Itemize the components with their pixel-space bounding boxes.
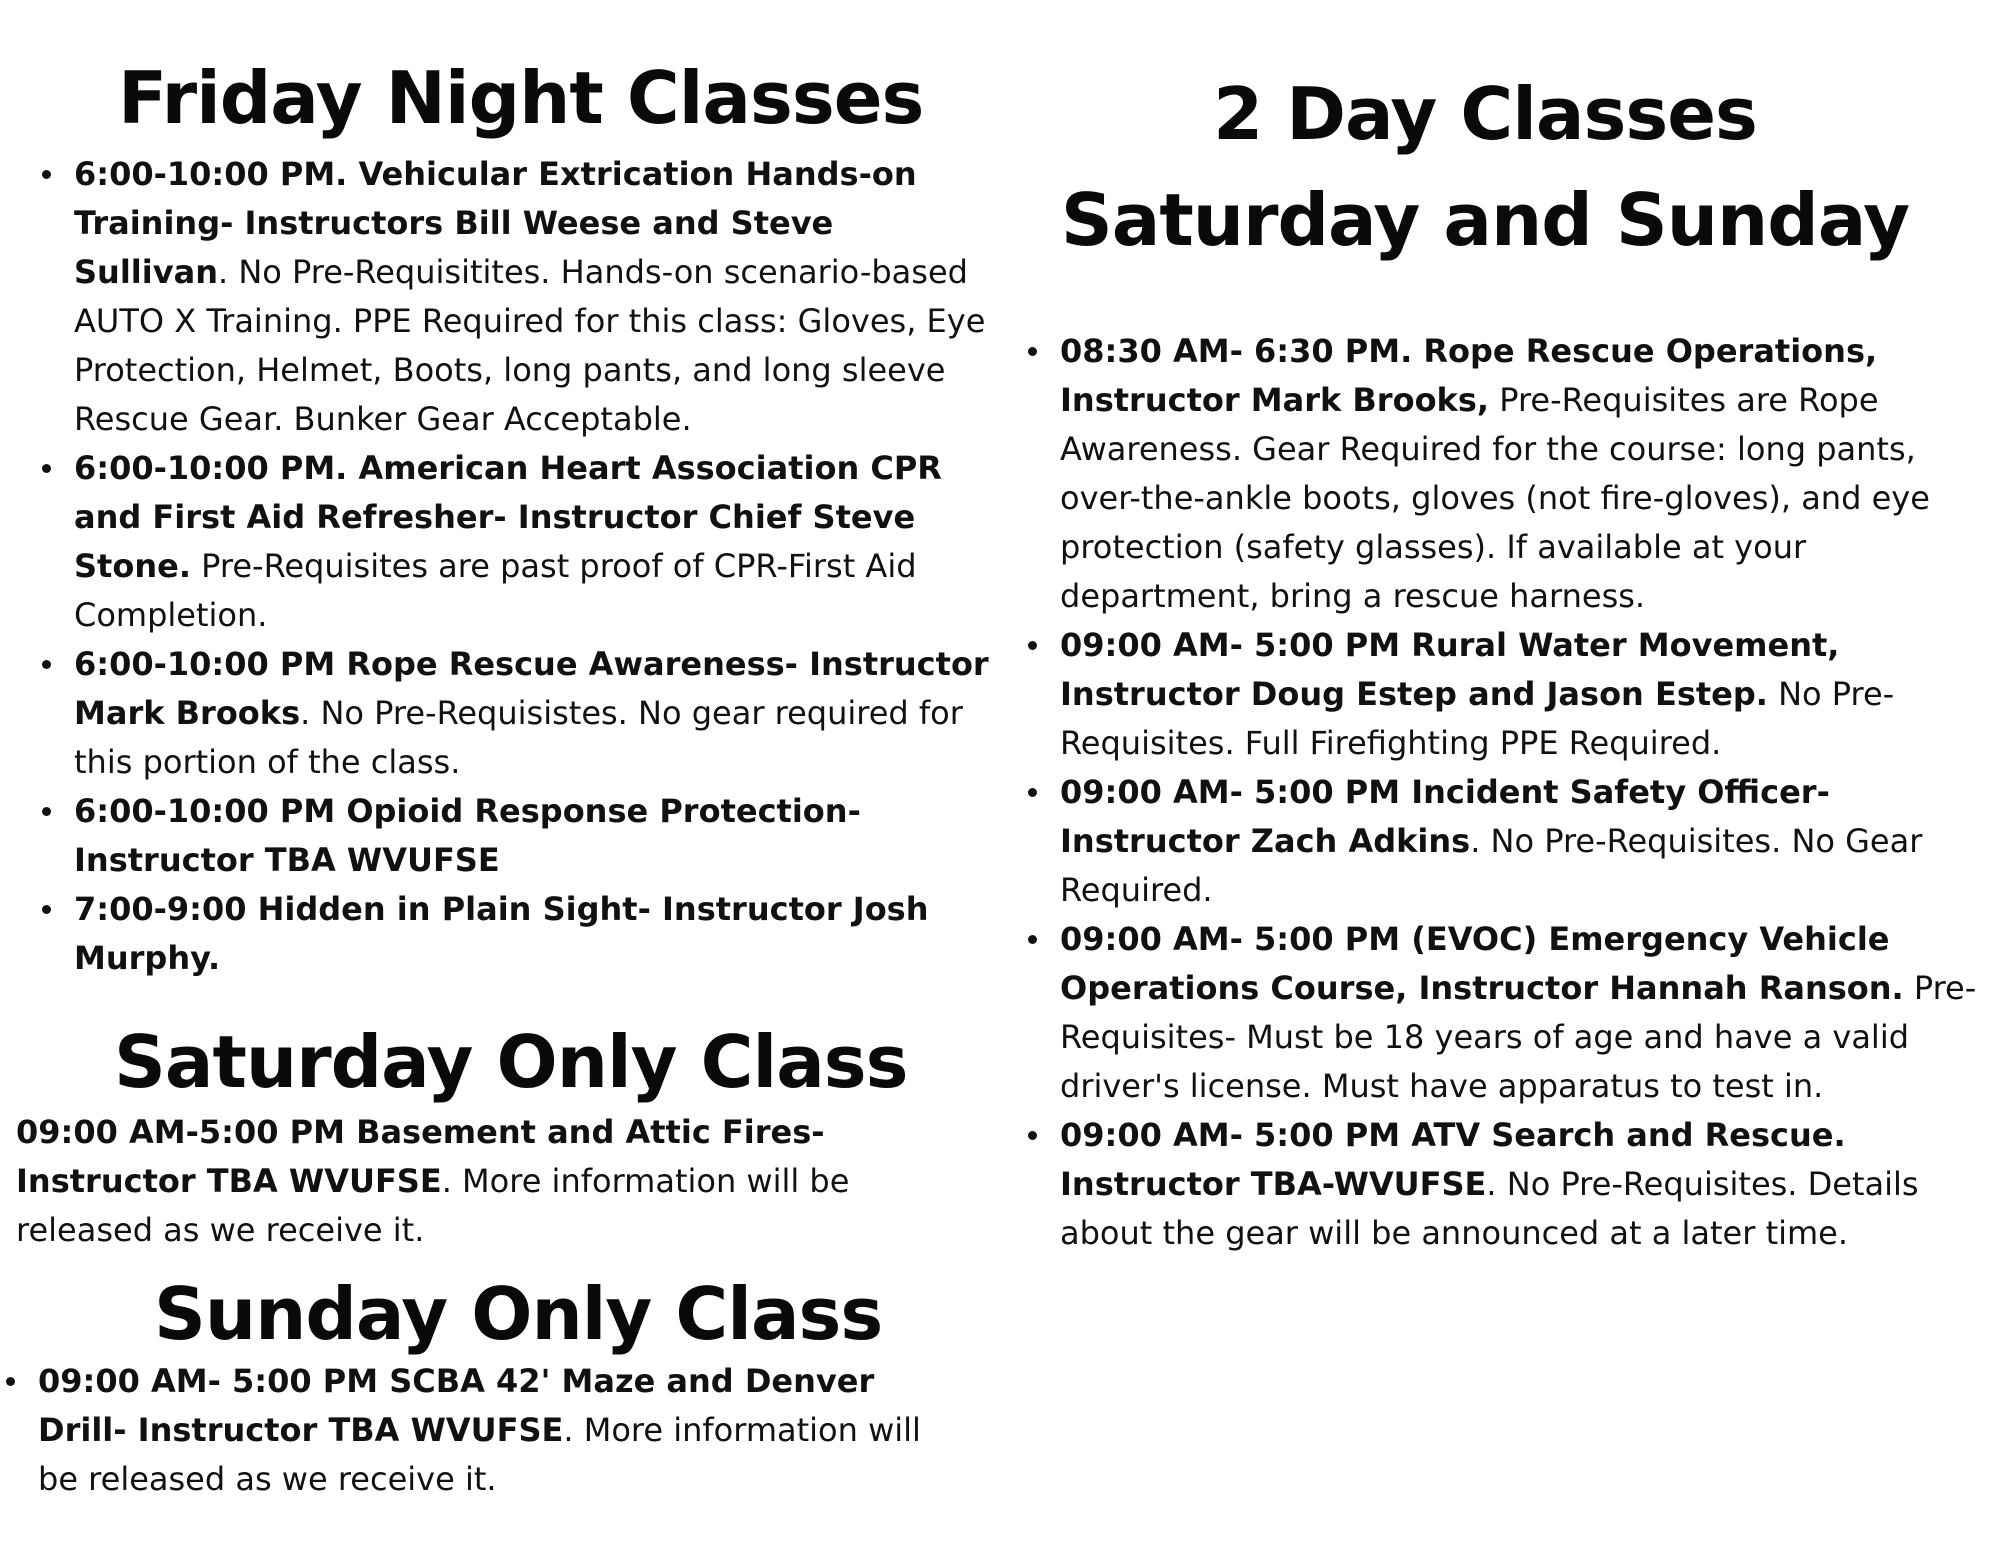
list-item	[74, 885, 994, 983]
class-heading: 7:00-9:00 Hidden in Plain Sight- Instructor Josh Murphy.	[74, 890, 929, 977]
class-heading: 09:00 AM- 5:00 PM Rural Water Movement, Instructor Doug Estep and Jason Estep.	[1060, 626, 1840, 713]
class-heading: 08:30 AM- 6:30 PM. Rope Rescue Operations, Instructor Mark Brooks,	[1060, 332, 1878, 419]
two-day-subtitle: Saturday and Sunday	[1060, 178, 1910, 262]
list-item	[74, 444, 994, 640]
class-heading: 09:00 AM-5:00 PM Basement and Attic Fires- Instructor TBA WVUFSE	[16, 1113, 825, 1200]
list-item	[1060, 768, 2000, 915]
friday-title: Friday Night Classes	[118, 56, 924, 140]
class-heading: 09:00 AM- 5:00 PM SCBA 42' Maze and Denver Drill- Instructor TBA WVUFSE	[38, 1362, 875, 1449]
list-item	[1060, 621, 2000, 768]
saturday-only-class	[16, 1108, 996, 1255]
class-heading: 09:00 AM- 5:00 PM (EVOC) Emergency Vehicle Operations Course, Instructor Hannah Ranson.	[1060, 920, 1904, 1007]
class-details: . More information will be released as we receive it.	[16, 1162, 850, 1249]
class-details: . No Pre-Requisitites. Hands-on scenario-based AUTO X Training. PPE Required for this class: Gloves, Eye Protection, Helmet, Boots, long pants, and long sleeve Rescue Gear. Bunker Gear Acceptable.	[74, 253, 986, 438]
list-item	[74, 787, 994, 885]
friday-class-list	[74, 150, 994, 983]
class-heading: 6:00-10:00 PM. Vehicular Extrication Hands-on Training- Instructors Bill Weese and Steve Sullivan	[74, 155, 917, 291]
two-day-title: 2 Day Classes	[1213, 72, 1757, 156]
class-details: . No Pre-Requisites. No Gear Required.	[1060, 822, 1923, 909]
sunday-class-list	[38, 1357, 968, 1504]
list-item	[74, 640, 994, 787]
class-details: Pre-Requisites are past proof of CPR-First Aid Completion.	[74, 547, 917, 634]
class-details: . More information will be released as we receive it.	[38, 1411, 921, 1498]
list-item	[1060, 915, 2000, 1111]
class-heading: 6:00-10:00 PM Rope Rescue Awareness- Instructor Mark Brooks	[74, 645, 989, 732]
list-item	[1060, 327, 2000, 621]
class-heading: 6:00-10:00 PM Opioid Response Protection- Instructor TBA WVUFSE	[74, 792, 861, 879]
class-details: . No Pre-Requisites. Details about the gear will be announced at a later time.	[1060, 1165, 1919, 1252]
class-heading: 6:00-10:00 PM. American Heart Association CPR and First Aid Refresher- Instructor Chief Steve Stone.	[74, 449, 942, 585]
sunday-only-title: Sunday Only Class	[154, 1272, 883, 1356]
class-details: . No Pre-Requisistes. No gear required for this portion of the class.	[74, 694, 963, 781]
class-details: Pre-Requisites- Must be 18 years of age and have a valid driver's license. Must have apparatus to test in.	[1060, 969, 1977, 1105]
list-item	[74, 150, 994, 444]
list-item	[1060, 1111, 2000, 1258]
list-item	[38, 1357, 968, 1504]
class-heading: 09:00 AM- 5:00 PM ATV Search and Rescue. Instructor TBA-WVUFSE	[1060, 1116, 1846, 1203]
class-heading: 09:00 AM- 5:00 PM Incident Safety Officer- Instructor Zach Adkins	[1060, 773, 1830, 860]
two-day-class-list	[1060, 327, 2000, 1258]
class-details: Pre-Requisites are Rope Awareness. Gear Required for the course: long pants, over-the-ankle boots, gloves (not fire-gloves), and eye protection (safety glasses). If available at your department, bring a rescue harness.	[1060, 381, 1930, 615]
saturday-only-title: Saturday Only Class	[114, 1020, 908, 1104]
class-details: No Pre-Requisites. Full Firefighting PPE Required.	[1060, 675, 1895, 762]
